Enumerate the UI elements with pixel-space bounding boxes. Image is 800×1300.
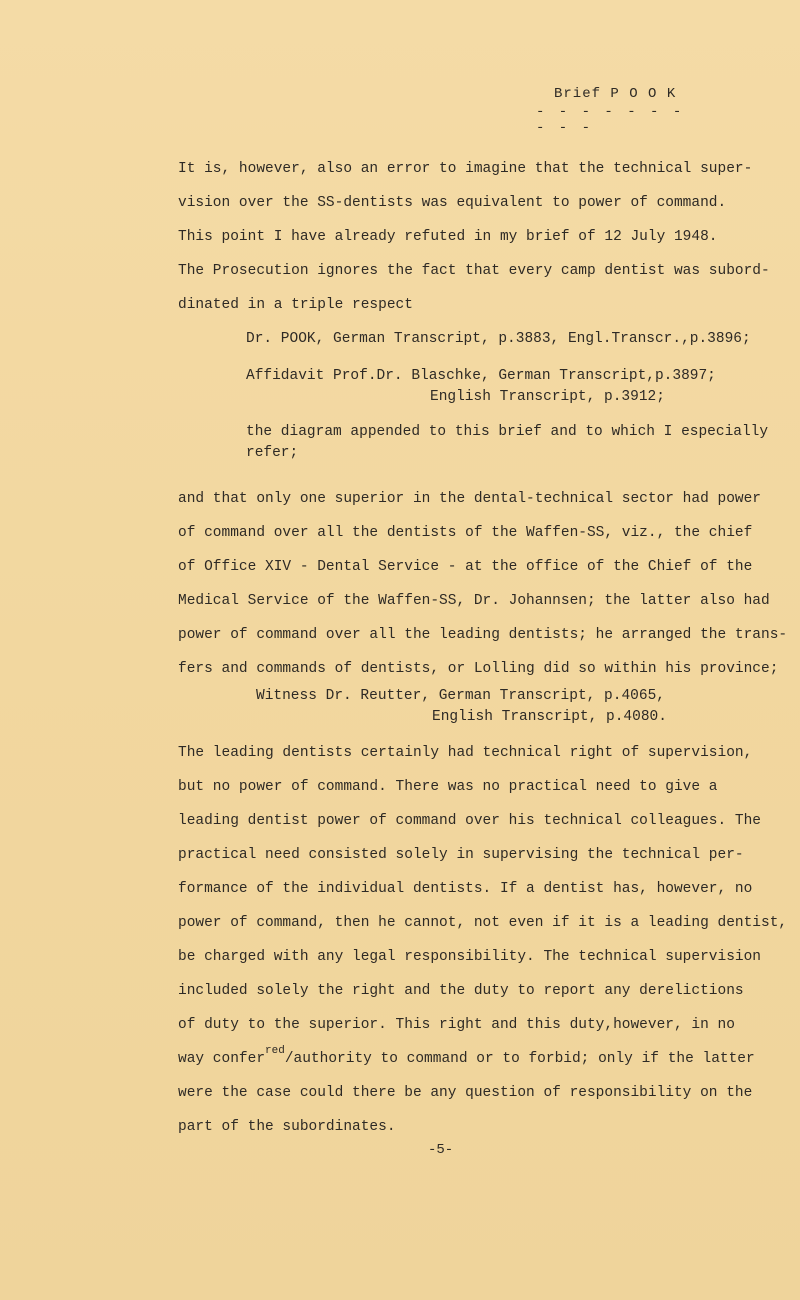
citation-diagram-refer: refer;	[246, 445, 299, 461]
text-fragment: /authority to command or to forbid; only if the latter	[284, 1051, 755, 1067]
header-title: Brief P O O K	[554, 86, 677, 102]
citation-block	[246, 326, 778, 464]
citation-pook: Dr. POOK, German Transcript, p.3883, Engl.Transcr.,p.3896;	[246, 331, 751, 347]
text-line: Medical Service of the Waffen-SS, Dr. Johannsen; the latter also had	[178, 593, 770, 609]
witness-citation	[256, 686, 778, 728]
text-line: and that only one superior in the dental-technical sector had power	[178, 491, 761, 507]
citation-blaschke: Affidavit Prof.Dr. Blaschke, German Transcript,p.3897;	[246, 368, 716, 384]
text-line: of command over all the dentists of the Waffen-SS, viz., the chief	[178, 525, 753, 541]
header-rule: - - - - - - - - - -	[536, 104, 685, 136]
text-line: included solely the right and the duty to report any derelictions	[178, 983, 744, 999]
citation-diagram: the diagram appended to this brief and to which I especially	[246, 424, 769, 440]
text-line: power of command over all the leading dentists; he arranged the trans-	[178, 627, 788, 643]
text-line: formance of the individual dentists. If a dentist has, however, no	[178, 881, 753, 897]
text-line: of Office XIV - Dental Service - at the office of the Chief of the	[178, 559, 753, 575]
text-line: vision over the SS-dentists was equivalent to power of command.	[178, 195, 727, 211]
page-number: -5-	[428, 1142, 454, 1158]
text-line: be charged with any legal responsibility. The technical supervision	[178, 949, 761, 965]
text-line: This point I have already refuted in my brief of 12 July 1948.	[178, 229, 718, 245]
text-line: were the case could there be any question of responsibility on the	[178, 1085, 753, 1101]
witness-german: Witness Dr. Reutter, German Transcript, p.4065,	[256, 688, 665, 704]
text-line: leading dentist power of command over his technical colleagues. The	[178, 813, 761, 829]
document-body	[178, 152, 788, 1144]
citation-blaschke-english: English Transcript, p.3912;	[430, 389, 665, 405]
text-line: The Prosecution ignores the fact that every camp dentist was subord-	[178, 263, 770, 279]
text-line: The leading dentists certainly had technical right of supervision,	[178, 745, 753, 761]
text-line: It is, however, also an error to imagine that the technical super-	[178, 161, 753, 177]
text-line: power of command, then he cannot, not even if it is a leading dentist,	[178, 915, 788, 931]
text-line: dinated in a triple respect	[178, 297, 413, 313]
text-line: practical need consisted solely in supervising the technical per-	[178, 847, 744, 863]
document-header	[536, 86, 706, 136]
text-line: part of the subordinates.	[178, 1119, 396, 1135]
text-fragment: way confer	[178, 1051, 266, 1067]
text-line: but no power of command. There was no practical need to give a	[178, 779, 718, 795]
witness-english: English Transcript, p.4080.	[432, 709, 667, 725]
text-line: fers and commands of dentists, or Lolling did so within his province;	[178, 661, 779, 677]
text-line: of duty to the superior. This right and this duty,however, in no	[178, 1017, 735, 1033]
handwritten-correction: red	[265, 1045, 285, 1057]
text-line-with-correction	[178, 1042, 778, 1076]
